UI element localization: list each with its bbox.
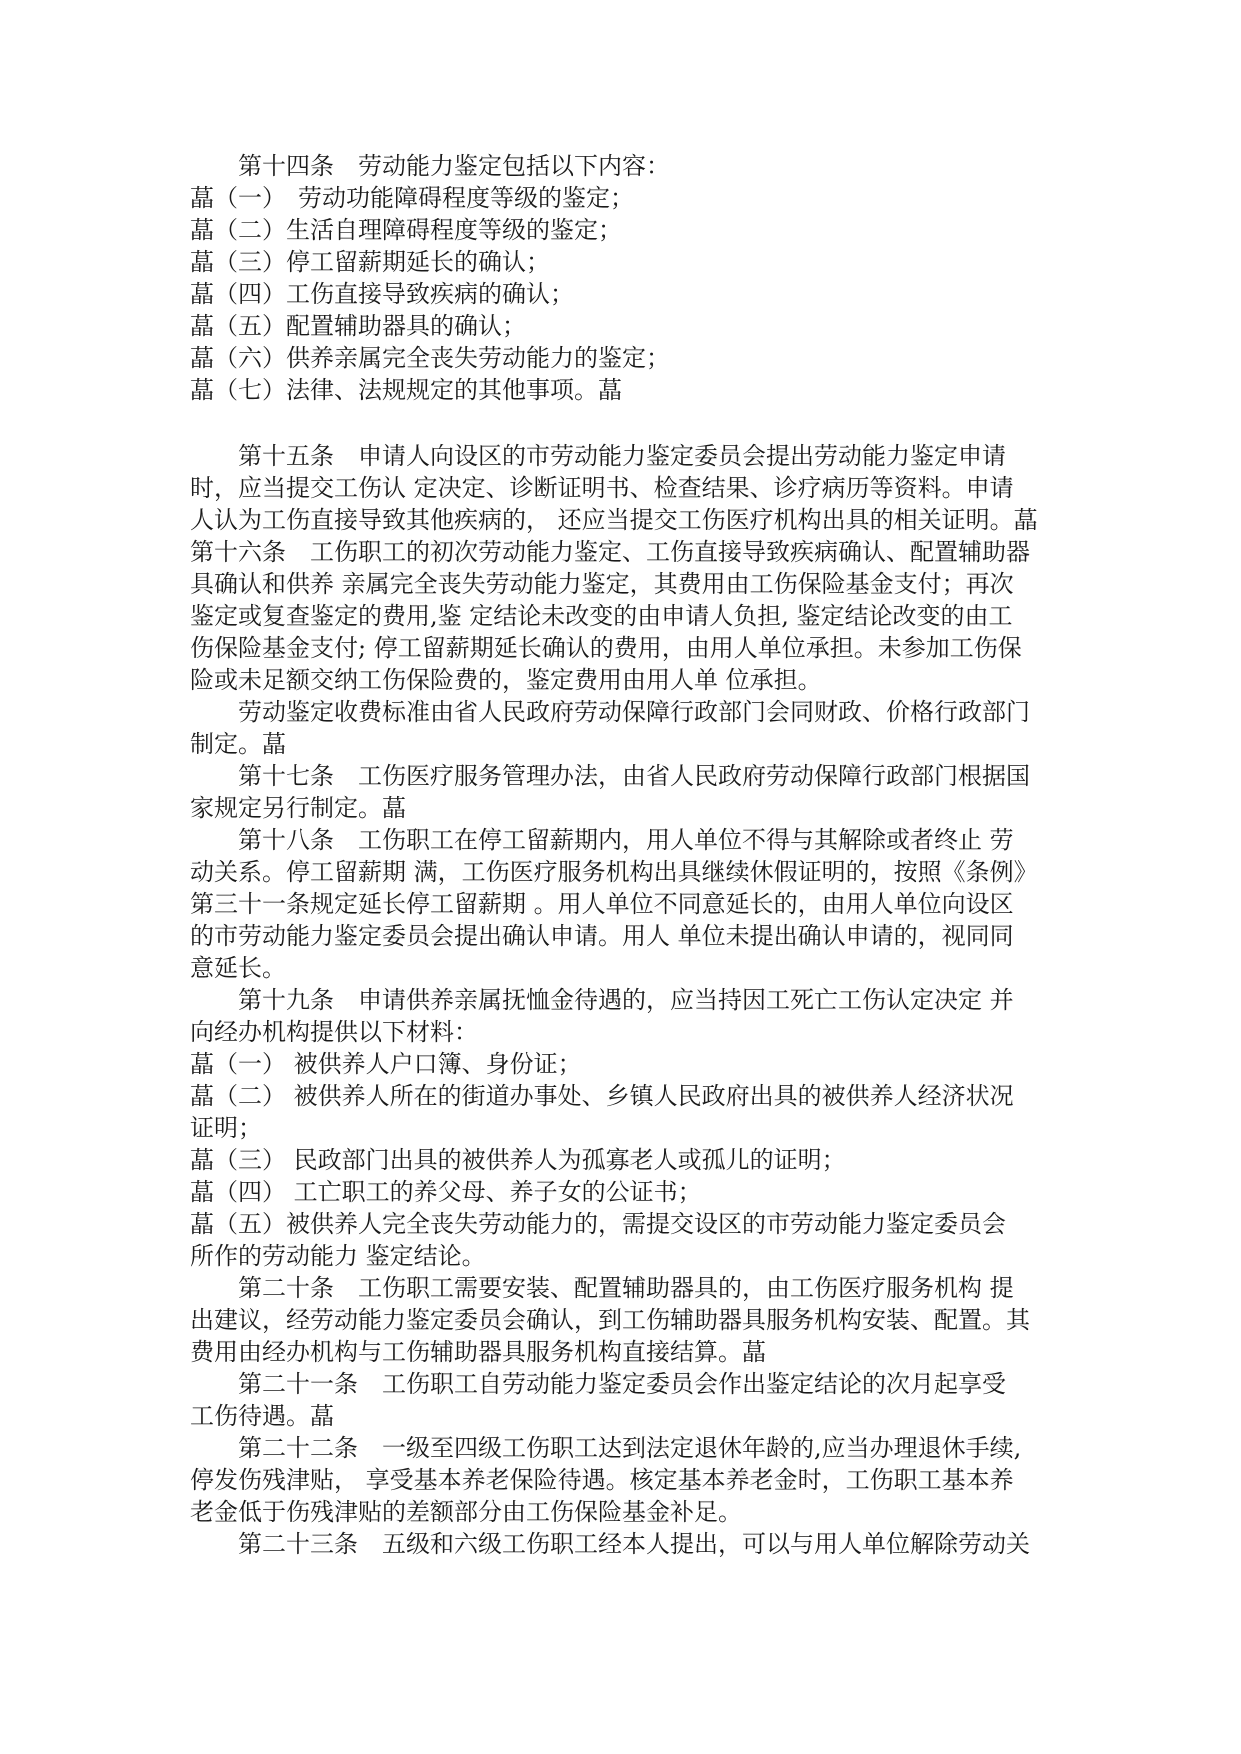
text-line: 蕌（三）停工留薪期延长的确认； [190,248,550,276]
text-line: 蕌（二） 被供养人所在的街道办事处、乡镇人民政府出具的被供养人经济状况 [190,1082,1014,1110]
text-line: 停发伤残津贴， 享受基本养老保险待遇。核定基本养老金时，工伤职工基本养 [190,1466,1014,1494]
text-line: 动关系。停工留薪期 满，工伤医疗服务机构出具继续休假证明的，按照《条例》 [190,858,1038,886]
text-line: 蕌（三） 民政部门出具的被供养人为孤寡老人或孤儿的证明； [190,1146,846,1174]
text-line: 第二十一条 工伤职工自劳动能力鉴定委员会作出鉴定结论的次月起享受 [238,1370,1006,1398]
text-line: 制定。蕌 [190,730,286,758]
text-line: 家规定另行制定。蕌 [190,794,406,822]
text-line: 第十八条 工伤职工在停工留薪期内，用人单位不得与其解除或者终止 劳 [238,826,1014,854]
text-line: 蕌（七）法律、法规规定的其他事项。蕌 [190,376,622,404]
text-line: 的市劳动能力鉴定委员会提出确认申请。用人 单位未提出确认申请的，视同同 [190,922,1014,950]
text-line: 工伤待遇。蕌 [190,1402,334,1430]
text-line: 具确认和供养 亲属完全丧失劳动能力鉴定，其费用由工伤保险基金支付；再次 [190,570,1014,598]
text-line: 伤保险基金支付; 停工留薪期延长确认的费用，由用人单位承担。未参加工伤保 [190,634,1022,662]
text-line: 蕌（四） 工亡职工的养父母、养子女的公证书； [190,1178,702,1206]
text-line: 证明； [190,1114,262,1142]
text-line: 蕌（五）被供养人完全丧失劳动能力的，需提交设区的市劳动能力鉴定委员会 [190,1210,1006,1238]
text-line: 第二十条 工伤职工需要安装、配置辅助器具的，由工伤医疗服务机构 提 [238,1274,1014,1302]
text-line: 险或未足额交纳工伤保险费的，鉴定费用由用人单 位承担。 [190,666,822,694]
text-line: 第十九条 申请供养亲属抚恤金待遇的，应当持因工死亡工伤认定决定 并 [238,986,1014,1014]
text-line: 所作的劳动能力 鉴定结论。 [190,1242,486,1270]
text-line: 第十七条 工伤医疗服务管理办法，由省人民政府劳动保障行政部门根据国 [238,762,1030,790]
text-line: 出建议，经劳动能力鉴定委员会确认，到工伤辅助器具服务机构安装、配置。其 [190,1306,1030,1334]
text-line: 劳动鉴定收费标准由省人民政府劳动保障行政部门会同财政、价格行政部门 [238,698,1030,726]
text-line: 老金低于伤残津贴的差额部分由工伤保险基金补足。 [190,1498,742,1526]
text-line: 蕌（四）工伤直接导致疾病的确认； [190,280,574,308]
text-line: 第三十一条规定延长停工留薪期 。用人单位不同意延长的，由用人单位向设区 [190,890,1014,918]
text-line: 第二十二条 一级至四级工伤职工达到法定退休年龄的,应当办理退休手续, [238,1434,1022,1462]
text-line: 蕌（六）供养亲属完全丧失劳动能力的鉴定； [190,344,670,372]
text-line: 费用由经办机构与工伤辅助器具服务机构直接结算。蕌 [190,1338,766,1366]
text-line: 蕌（一） 劳动功能障碍程度等级的鉴定； [190,184,634,212]
text-line: 第十六条 工伤职工的初次劳动能力鉴定、工伤直接导致疾病确认、配置辅助器 [190,538,1030,566]
text-line: 第十四条 劳动能力鉴定包括以下内容： [238,152,670,180]
text-line: 意延长。 [190,954,286,982]
text-line: 鉴定或复查鉴定的费用,鉴 定结论未改变的由申请人负担, 鉴定结论改变的由工 [190,602,1013,630]
text-line: 人认为工伤直接导致其他疾病的， 还应当提交工伤医疗机构出具的相关证明。蕌 [190,506,1038,534]
text-line: 时，应当提交工伤认 定决定、诊断证明书、检查结果、诊疗病历等资料。申请 [190,474,1014,502]
text-line: 向经办机构提供以下材料： [190,1018,478,1046]
text-line: 蕌（一） 被供养人户口簿、身份证； [190,1050,582,1078]
text-line: 蕌（五）配置辅助器具的确认； [190,312,526,340]
text-line: 第十五条 申请人向设区的市劳动能力鉴定委员会提出劳动能力鉴定申请 [238,442,1006,470]
text-line: 第二十三条 五级和六级工伤职工经本人提出，可以与用人单位解除劳动关 [238,1530,1030,1558]
text-line: 蕌（二）生活自理障碍程度等级的鉴定； [190,216,622,244]
